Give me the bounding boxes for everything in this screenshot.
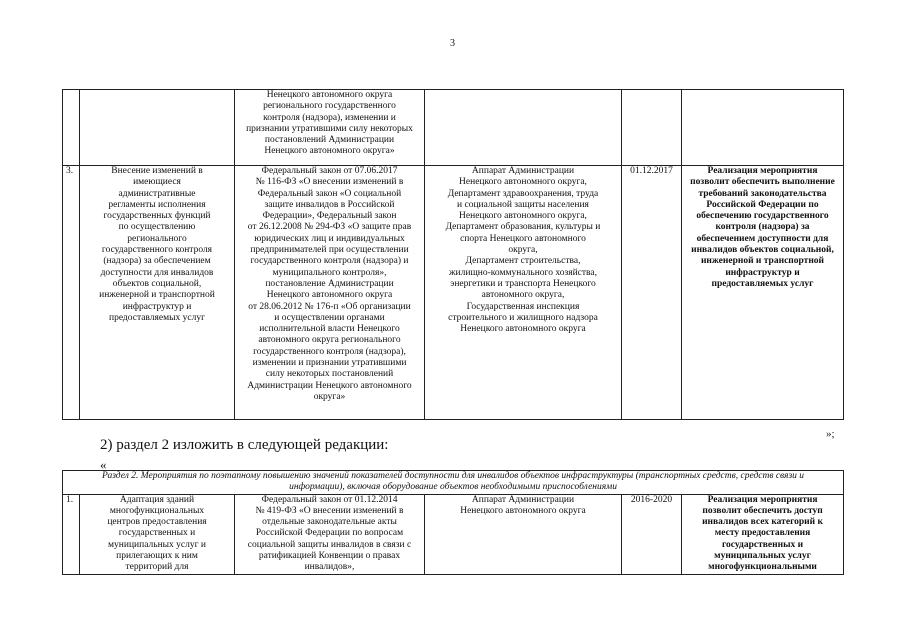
row-number: 1. bbox=[63, 494, 80, 574]
legal-basis: Ненецкого автономного округа регионального государственного контроля (надзора), изменении и признании утратившими силу некоторых постановлений Администрации Ненецкого автономного округа» bbox=[235, 90, 425, 166]
measure-title bbox=[80, 90, 235, 166]
row-number: 3. bbox=[63, 166, 80, 420]
deadline bbox=[622, 90, 682, 166]
responsible-executor: Аппарат Администрации Ненецкого автономного округа bbox=[425, 494, 622, 574]
amendment-instruction: 2) раздел 2 изложить в следующей редакции: bbox=[100, 437, 389, 453]
expected-result bbox=[682, 90, 844, 166]
expected-result: Реализация мероприятия позволит обеспечить выполнение требований законодательства Российской Федерации по обеспечению государственного контроля (надзора) за обеспечением доступности для инвалидов объектов социальной, инженерной и транспортной инфраструктур и предоставляемых услуг bbox=[682, 166, 844, 420]
section-header-row bbox=[63, 471, 844, 495]
measure-title: Адаптация зданий многофункциональных центров предоставления государственных и муниципальных услуг и прилегающих к ним территорий для bbox=[80, 494, 235, 574]
legal-basis: Федеральный закон от 01.12.2014 № 419-ФЗ «О внесении изменений в отдельные законодательные акты Российской Федерации по вопросам социальной защиты инвалидов в связи с ратификацией Конвенции о правах инвалидов», bbox=[235, 494, 425, 574]
legal-basis: Федеральный закон от 07.06.2017 № 116-ФЗ «О внесении изменений в Федеральный закон «О социальной защите инвалидов в Российской Федерации», Федеральный закон от 26.12.2008 № 294-ФЗ «О защите прав юридических лиц и индивидуальных предпринимателей при осуществлении государственного контроля (надзора) и муниципального контроля», постановление Администрации Ненецкого автономного округа от 28.06.2012 № 176-п «Об организации и осуществлении органами исполнительной власти Ненецкого автономного округа регионального государственного контроля (надзора), изменении и признании утратившими силу некоторых постановлений Администрации Ненецкого автономного округа» bbox=[235, 166, 425, 420]
measures-table-section-2 bbox=[62, 470, 844, 575]
table-row bbox=[63, 90, 844, 166]
row-number bbox=[63, 90, 80, 166]
deadline: 01.12.2017 bbox=[622, 166, 682, 420]
responsible-executor bbox=[425, 90, 622, 166]
responsible-executor: Аппарат Администрации Ненецкого автономного округа, Департамент здравоохранения, труда и социальной защиты населения Ненецкого автономного округа, Департамент образования, культуры и спорта Ненецкого автономного округа, Департамент строительства, жилищно-коммунального хозяйства, энергетики и транспорта Ненецкого автономного округа, Государственная инспекция строительного и жилищного надзора Ненецкого автономного округа bbox=[425, 166, 622, 420]
deadline: 2016-2020 bbox=[622, 494, 682, 574]
page-number: 3 bbox=[450, 38, 455, 49]
table-row bbox=[63, 166, 844, 420]
expected-result: Реализация мероприятия позволит обеспечить доступ инвалидов всех категорий к месту предоставления государственных и муниципальных услуг многофункциональными bbox=[682, 494, 844, 574]
table-row bbox=[63, 494, 844, 574]
measure-title: Внесение изменений в имеющиеся административные регламенты исполнения государственных функций по осуществлению регионального государственного контроля (надзора) за обеспечением доступности для инвалидов объектов социальной, инженерной и транспортной инфраструктур и предоставляемых услуг bbox=[80, 166, 235, 420]
closing-quote-mark: »; bbox=[826, 428, 835, 440]
section-title: Раздел 2. Мероприятия по поэтапному повышению значений показателей доступности для инвалидов объектов инфраструктуры (транспортных средств, средств связи и информации), включая оборудование объектов необходимыми приспособлениями bbox=[63, 471, 844, 495]
opening-quote-mark: « bbox=[100, 457, 107, 472]
measures-table-section-1 bbox=[62, 89, 844, 420]
